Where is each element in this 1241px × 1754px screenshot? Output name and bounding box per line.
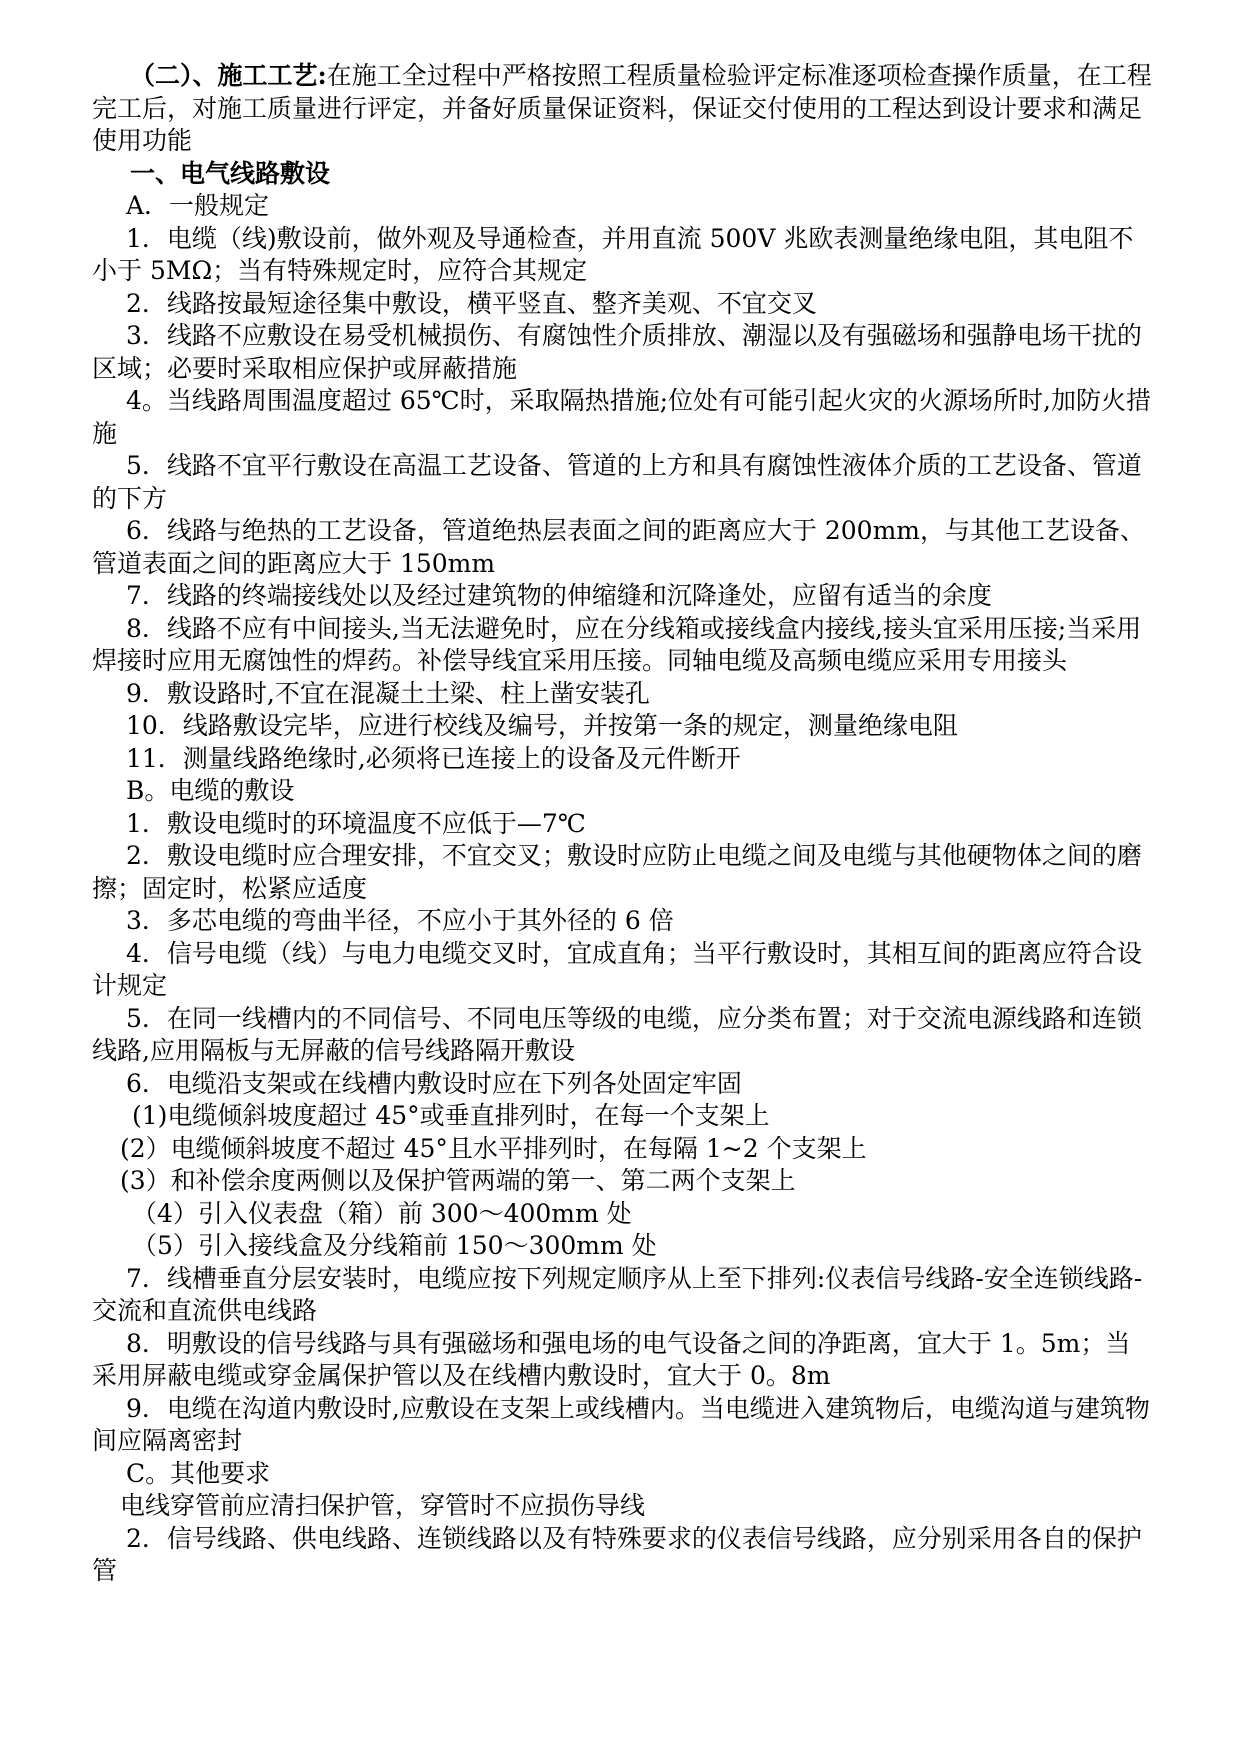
intro-heading: （二）、施工工艺: xyxy=(130,61,327,90)
part-a-item-7: 7．线路的终端接线处以及经过建筑物的伸缩缝和沉降逢处，应留有适当的余度 xyxy=(126,581,992,610)
part-b-sub-item-3: (3）和补偿余度两侧以及保护管两端的第一、第二两个支架上 xyxy=(120,1166,796,1195)
intro-text: 在施工全过程中严格按照工程质量检验评定标准逐项检查操作质量，在工程完工后，对施工质量进行评定，并备好质量保证资料，保证交付使用的工程达到设计要求和满足使用功能 xyxy=(92,61,1152,155)
part-a-item-8: 8．线路不应有中间接头,当无法避免时，应在分线箱或接线盒内接线,接头宜采用压接;当采用焊接时应用无腐蚀性的焊药。补偿导线宜采用压接。同轴电缆及高频电缆应采用专用接头 xyxy=(92,613,1142,675)
part-a-item-10: 10．线路敷设完毕，应进行校线及编号，并按第一条的规定，测量绝缘电阻 xyxy=(126,711,958,740)
chapter-title: 一、电气线路敷设 xyxy=(130,158,331,188)
part-a-item-4: 4。当线路周围温度超过 65℃时，采取隔热措施;位处有可能引起火灾的火源场所时,加防火措施 xyxy=(92,386,1152,448)
part-b-item-2: 2．敷设电缆时应合理安排，不宜交叉；敷设时应防止电缆之间及电缆与其他硬物体之间的磨擦；固定时，松紧应适度 xyxy=(92,841,1142,903)
part-b-item-4: 4．信号电缆（线）与电力电缆交叉时，宜成直角；当平行敷设时，其相互间的距离应符合设计规定 xyxy=(92,938,1142,1000)
part-b-item-8: 8．明敷设的信号线路与具有强磁场和强电场的电气设备之间的净距离，宜大于 1。5m；当采用屏蔽电缆或穿金属保护管以及在线槽内敷设时，宜大于 0。8m xyxy=(92,1328,1131,1390)
part-b-item-5: 5．在同一线槽内的不同信号、不同电压等级的电缆，应分类布置；对于交流电源线路和连锁线路,应用隔板与无屏蔽的信号线路隔开敷设 xyxy=(92,1003,1142,1065)
part-c-item-2: 2．信号线路、供电线路、连锁线路以及有特殊要求的仪表信号线路，应分别采用各自的保护管 xyxy=(92,1523,1142,1585)
part-b-item-7: 7．线槽垂直分层安装时，电缆应按下列规定顺序从上至下排列:仪表信号线路-安全连锁线路-交流和直流供电线路 xyxy=(92,1263,1143,1325)
intro-paragraph xyxy=(92,60,1152,158)
part-b-sub-item-5: （5）引入接线盒及分线箱前 150～300mm 处 xyxy=(132,1231,657,1260)
part-a-item-2: 2．线路按最短途径集中敷设，横平竖直、整齐美观、不宜交叉 xyxy=(126,288,817,318)
part-b-sub-item-2: (2）电缆倾斜坡度不超过 45°且水平排列时，在每隔 1~2 个支架上 xyxy=(120,1133,867,1163)
part-a-item-6: 6．线路与绝热的工艺设备，管道绝热层表面之间的距离应大于 200mm，与其他工艺设备、管道表面之间的距离应大于 150mm xyxy=(92,516,1145,578)
part-a-item-9: 9．敷设路时,不宜在混凝土土梁、柱上凿安装孔 xyxy=(126,678,650,708)
part-b-item-9: 9．电缆在沟道内敷设时,应敷设在支架上或线槽内。当电缆进入建筑物后，电缆沟道与建筑物间应隔离密封 xyxy=(92,1393,1150,1455)
part-b-sub-item-1: (1)电缆倾斜坡度超过 45°或垂直排列时，在每一个支架上 xyxy=(132,1101,770,1130)
part-b-item-3: 3．多芯电缆的弯曲半径，不应小于其外径的 6 倍 xyxy=(126,906,674,935)
part-b-item-6: 6．电缆沿支架或在线槽内敷设时应在下列各处固定牢固 xyxy=(126,1068,742,1098)
part-a-item-5: 5．线路不宜平行敷设在高温工艺设备、管道的上方和具有腐蚀性液体介质的工艺设备、管道的下方 xyxy=(92,451,1142,513)
part-b-title: B。电缆的敷设 xyxy=(126,776,295,805)
part-c-title: C。其他要求 xyxy=(126,1458,271,1488)
part-b-sub-item-4: （4）引入仪表盘（箱）前 300～400mm 处 xyxy=(132,1198,632,1228)
part-a-title: A．一般规定 xyxy=(126,191,270,220)
part-a-item-11: 11．测量线路绝缘时,必须将已连接上的设备及元件断开 xyxy=(126,743,741,773)
document-body xyxy=(92,60,1152,1588)
part-b-item-1: 1．敷设电缆时的环境温度不应低于—7℃ xyxy=(126,808,586,838)
part-a-item-3: 3．线路不应敷设在易受机械损伤、有腐蚀性介质排放、潮湿以及有强磁场和强静电场干扰的区域；必要时采取相应保护或屏蔽措施 xyxy=(92,321,1142,383)
part-a-item-1: 1．电缆（线)敷设前，做外观及导通检查，并用直流 500V 兆欧表测量绝缘电阻，其电阻不小于 5MΩ；当有特殊规定时，应符合其规定 xyxy=(92,223,1134,285)
part-c-item-1: 电线穿管前应清扫保护管，穿管时不应损伤导线 xyxy=(120,1491,646,1520)
